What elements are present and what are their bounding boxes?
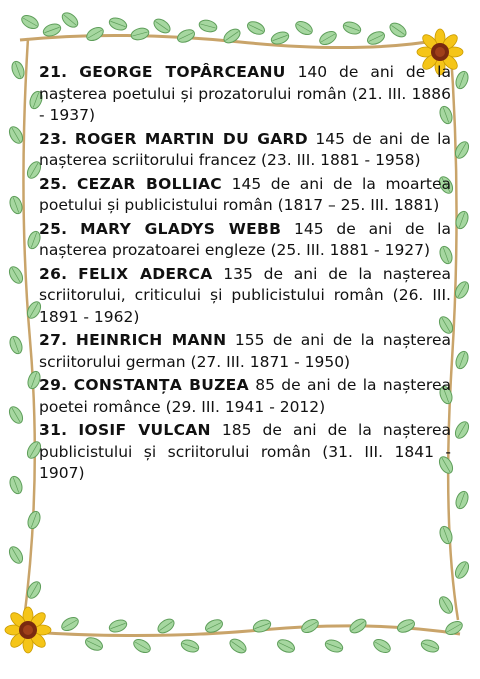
- entry-text: 135 de ani de la nașterea scriitorului, criticului și publicistului român (26. III. 1891 - 1962): [39, 264, 451, 326]
- entry-name: ROGER MARTIN DU GARD: [74, 129, 308, 148]
- entry-name: GEORGE TOPÂRCEANU: [79, 63, 286, 81]
- entry-number: 21.: [39, 63, 68, 81]
- entry-5: [39, 264, 451, 329]
- entry-name: IOSIF VULCAN: [78, 421, 211, 439]
- entry-number: 25.: [39, 174, 68, 193]
- entry-7: [39, 375, 451, 418]
- entry-name: MARY GLADYS WEBB: [80, 219, 282, 238]
- entry-name: HEINRICH MANN: [75, 331, 227, 349]
- entry-text: 145 de ani de la moartea poetului și publicistului român (1817 – 25. III. 1881): [39, 174, 452, 214]
- anniversaries-list: [39, 62, 451, 487]
- entry-number: 31.: [39, 421, 68, 439]
- entry-number: 23.: [39, 129, 68, 148]
- entry-number: 29.: [39, 376, 68, 394]
- sunflower-bottom-left: [5, 607, 51, 653]
- entry-name: CONSTANȚA BUZEA: [73, 376, 249, 394]
- entry-name: CEZAR BOLLIAC: [76, 174, 222, 193]
- entry-6: [39, 330, 451, 373]
- entry-text: 185 de ani de la nașterea publicistului și scriitorului român (31. III. 1841 - 1907): [39, 421, 451, 482]
- entry-text: 140 de ani de la nașterea poetului și prozatorului român (21. III. 1886 - 1937): [39, 63, 451, 124]
- entry-4: [39, 219, 451, 262]
- entry-text: 145 de ani de la nașterea prozatoarei engleze (25. III. 1881 - 1927): [39, 219, 451, 259]
- entry-1: [39, 62, 451, 127]
- entry-text: 155 de ani de la nașterea scriitorului german (27. III. 1871 - 1950): [39, 331, 451, 371]
- entry-name: FELIX ADERCA: [78, 264, 213, 283]
- entry-number: 26.: [39, 264, 68, 283]
- entry-3: [39, 174, 451, 217]
- entry-text: 145 de ani de la nașterea scriitorului francez (23. III. 1881 - 1958): [39, 129, 451, 169]
- entry-text: 85 de ani de la nașterea poetei românce (29. III. 1941 - 2012): [39, 376, 451, 416]
- entry-2: [39, 129, 451, 172]
- entry-number: 27.: [39, 331, 68, 349]
- entry-number: 25.: [39, 219, 68, 238]
- entry-8: [39, 420, 451, 485]
